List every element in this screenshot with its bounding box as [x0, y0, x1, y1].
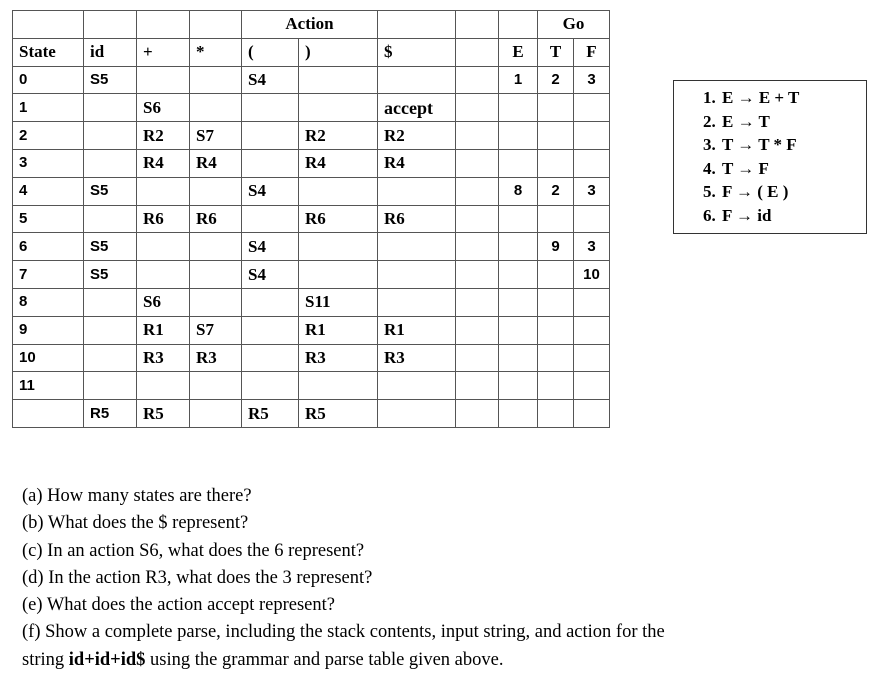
go-group-header: Go	[538, 11, 610, 39]
table-cell: S5	[84, 233, 137, 261]
table-cell	[190, 66, 242, 94]
table-row	[13, 316, 610, 344]
table-cell: S4	[242, 233, 299, 261]
table-cell	[499, 288, 538, 316]
question-text: string	[22, 649, 69, 670]
grammar-list	[674, 81, 866, 227]
table-cell: R3	[137, 344, 190, 372]
state-cell: 2	[13, 122, 84, 150]
table-cell	[538, 122, 574, 150]
table-cell	[456, 316, 499, 344]
table-cell: 2	[538, 66, 574, 94]
table-row	[13, 149, 610, 177]
table-cell	[84, 316, 137, 344]
table-cell	[299, 261, 378, 289]
question-line: (d) In the action R3, what does the 3 represent?	[22, 567, 373, 588]
table-cell	[299, 372, 378, 400]
table-cell	[190, 94, 242, 122]
table-cell: R1	[299, 316, 378, 344]
column-header: $	[378, 38, 456, 66]
state-cell: 10	[13, 344, 84, 372]
table-cell	[137, 372, 190, 400]
question-line: (e) What does the action accept represent?	[22, 595, 335, 616]
table-cell	[190, 177, 242, 205]
grammar-box	[673, 80, 867, 234]
table-cell	[84, 122, 137, 150]
table-cell: 1	[499, 66, 538, 94]
state-cell: 11	[13, 372, 84, 400]
table-cell: 8	[499, 177, 538, 205]
state-cell: 0	[13, 66, 84, 94]
table-row	[13, 177, 610, 205]
table-cell	[538, 344, 574, 372]
table-cell	[378, 261, 456, 289]
table-cell: S4	[242, 177, 299, 205]
action-group-header: Action	[242, 11, 378, 39]
column-header: id	[84, 38, 137, 66]
table-cell: R5	[299, 400, 378, 428]
table-cell	[299, 66, 378, 94]
table-cell: R2	[137, 122, 190, 150]
table-cell	[574, 316, 610, 344]
group-header-blank	[84, 11, 137, 39]
table-cell	[456, 288, 499, 316]
question-line: (f) Show a complete parse, including the stack contents, input string, and action for the	[22, 622, 665, 643]
table-cell	[84, 372, 137, 400]
table-cell	[538, 205, 574, 233]
table-cell	[456, 344, 499, 372]
table-cell	[499, 233, 538, 261]
table-cell: S6	[137, 288, 190, 316]
column-header: (	[242, 38, 299, 66]
grammar-rule: 1. E → E + T	[720, 86, 866, 110]
table-cell	[538, 372, 574, 400]
table-cell	[84, 344, 137, 372]
table-cell: S5	[84, 177, 137, 205]
table-cell: R4	[137, 149, 190, 177]
table-cell	[499, 400, 538, 428]
question-line: (c) In an action S6, what does the 6 represent?	[22, 540, 365, 561]
table-cell	[499, 94, 538, 122]
table-cell	[574, 122, 610, 150]
table-row	[13, 288, 610, 316]
table-cell	[137, 261, 190, 289]
table-cell	[499, 205, 538, 233]
question-line: (b) What does the $ represent?	[22, 513, 249, 534]
table-row	[13, 372, 610, 400]
column-header	[456, 38, 499, 66]
state-cell: 9	[13, 316, 84, 344]
column-header: *	[190, 38, 242, 66]
table-cell	[538, 316, 574, 344]
table-cell	[499, 122, 538, 150]
table-cell	[190, 288, 242, 316]
table-cell: R5	[242, 400, 299, 428]
table-cell	[538, 261, 574, 289]
grammar-rule: 2. E → T	[720, 110, 866, 134]
table-cell	[538, 149, 574, 177]
state-cell: 1	[13, 94, 84, 122]
table-cell	[499, 261, 538, 289]
table-cell	[574, 372, 610, 400]
table-cell: R6	[378, 205, 456, 233]
table-cell: S4	[242, 261, 299, 289]
table-cell	[137, 233, 190, 261]
table-cell: R3	[299, 344, 378, 372]
table-cell	[456, 122, 499, 150]
table-cell	[242, 288, 299, 316]
column-header: T	[538, 38, 574, 66]
table-cell: S6	[137, 94, 190, 122]
group-header-blank	[456, 11, 499, 39]
column-header: E	[499, 38, 538, 66]
column-header-row	[13, 38, 610, 66]
table-cell: R4	[299, 149, 378, 177]
table-cell: R6	[137, 205, 190, 233]
table-cell	[299, 177, 378, 205]
table-cell	[574, 94, 610, 122]
table-cell: R6	[190, 205, 242, 233]
table-cell	[84, 205, 137, 233]
state-cell: 8	[13, 288, 84, 316]
table-cell	[378, 372, 456, 400]
table-cell: 9	[538, 233, 574, 261]
table-cell: R2	[378, 122, 456, 150]
group-header-blank	[13, 11, 84, 39]
question-line	[22, 647, 872, 674]
table-cell	[574, 344, 610, 372]
table-cell	[299, 233, 378, 261]
table-cell: 3	[574, 233, 610, 261]
table-cell	[456, 233, 499, 261]
table-row	[13, 66, 610, 94]
table-cell: S7	[190, 316, 242, 344]
table-cell	[499, 316, 538, 344]
table-cell	[242, 94, 299, 122]
table-cell: R6	[299, 205, 378, 233]
table-cell	[190, 261, 242, 289]
table-cell	[190, 400, 242, 428]
state-cell	[13, 400, 84, 428]
state-cell: 7	[13, 261, 84, 289]
group-header-row	[13, 11, 610, 39]
question-text: using the grammar and parse table given above.	[145, 649, 504, 670]
table-cell	[456, 205, 499, 233]
table-row	[13, 233, 610, 261]
group-header-blank	[190, 11, 242, 39]
table-cell	[538, 94, 574, 122]
table-cell	[456, 66, 499, 94]
table-row	[13, 205, 610, 233]
group-header-blank	[499, 11, 538, 39]
table-cell	[574, 149, 610, 177]
table-cell	[378, 400, 456, 428]
table-cell	[538, 400, 574, 428]
table-cell: R5	[84, 400, 137, 428]
column-header: +	[137, 38, 190, 66]
table-row	[13, 94, 610, 122]
table-cell: S5	[84, 261, 137, 289]
table-cell: 10	[574, 261, 610, 289]
table-cell	[456, 149, 499, 177]
column-header: F	[574, 38, 610, 66]
table-cell	[84, 94, 137, 122]
table-cell	[574, 205, 610, 233]
table-cell: S7	[190, 122, 242, 150]
grammar-rule: 5. F → ( E )	[720, 180, 866, 204]
table-cell	[190, 233, 242, 261]
table-cell	[378, 66, 456, 94]
table-cell	[137, 66, 190, 94]
table-cell	[137, 177, 190, 205]
table-cell	[242, 316, 299, 344]
table-cell	[456, 261, 499, 289]
column-header: State	[13, 38, 84, 66]
table-cell	[456, 372, 499, 400]
table-cell	[84, 149, 137, 177]
table-cell	[378, 233, 456, 261]
table-cell: R5	[137, 400, 190, 428]
table-cell: 3	[574, 66, 610, 94]
table-row	[13, 261, 610, 289]
table-cell: S11	[299, 288, 378, 316]
table-cell	[242, 344, 299, 372]
table-cell	[456, 177, 499, 205]
table-cell	[538, 288, 574, 316]
table-cell	[574, 288, 610, 316]
table-cell	[84, 288, 137, 316]
table-cell: S4	[242, 66, 299, 94]
table-row	[13, 344, 610, 372]
question-input-string: id+id+id$	[68, 649, 146, 670]
table-cell	[378, 177, 456, 205]
question-line: (a) How many states are there?	[22, 486, 252, 506]
grammar-rule: 4. T → F	[720, 157, 866, 181]
group-header-blank	[378, 11, 456, 39]
table-cell	[456, 94, 499, 122]
table-cell: R1	[137, 316, 190, 344]
table-cell: 2	[538, 177, 574, 205]
group-header-blank	[137, 11, 190, 39]
table-cell: R4	[190, 149, 242, 177]
grammar-rule: 3. T → T * F	[720, 133, 866, 157]
table-cell: R1	[378, 316, 456, 344]
table-cell	[574, 400, 610, 428]
table-cell	[378, 288, 456, 316]
table-cell	[242, 122, 299, 150]
table-cell	[499, 344, 538, 372]
table-cell	[190, 372, 242, 400]
table-cell	[499, 372, 538, 400]
column-header: )	[299, 38, 378, 66]
table-cell	[499, 149, 538, 177]
grammar-rule: 6. F → id	[720, 204, 866, 228]
state-cell: 4	[13, 177, 84, 205]
questions	[22, 483, 872, 674]
table-row	[13, 400, 610, 428]
state-cell: 6	[13, 233, 84, 261]
state-cell: 5	[13, 205, 84, 233]
parse-table	[12, 10, 610, 428]
table-cell	[299, 94, 378, 122]
table-row	[13, 122, 610, 150]
table-cell: R3	[378, 344, 456, 372]
table-cell: accept	[378, 94, 456, 122]
table-cell: S5	[84, 66, 137, 94]
table-cell: R2	[299, 122, 378, 150]
table-cell: R3	[190, 344, 242, 372]
table-cell: 3	[574, 177, 610, 205]
table-cell	[456, 400, 499, 428]
table-cell	[242, 372, 299, 400]
table-cell	[242, 149, 299, 177]
state-cell: 3	[13, 149, 84, 177]
table-cell: R4	[378, 149, 456, 177]
table-cell	[242, 205, 299, 233]
